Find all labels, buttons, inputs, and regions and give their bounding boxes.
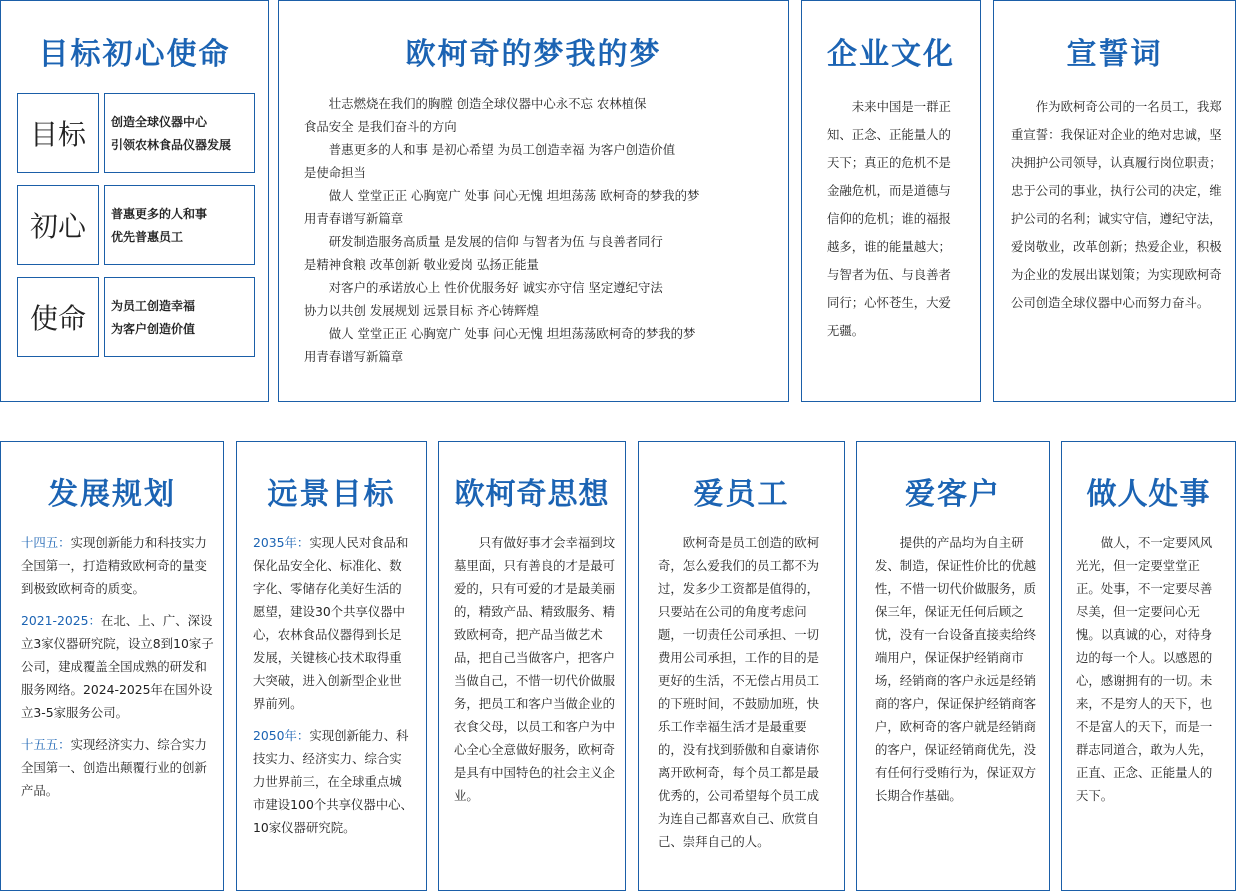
vision-title: 远景目标 — [267, 477, 396, 512]
plan-item-text: 实现经济实力、综合实力全国第一、创造出颠覆行业的创新产品。 — [21, 737, 207, 798]
vision-item-label: 2035年： — [253, 535, 310, 550]
customer-text: 提供的产品均为自主研发、制造，保证性价比的优越性，不惜一切代价做服务，质保三年，保证无任何后顾之忧，没有一台设备直接卖给终端用户，保证保护经销商市场，经销商的客户永远是经销商的客户，保证保护经销商客户，欧柯奇的客户就是经销商的客户，保证经销商优先，没有任何行受贿行为，保证双方长期合作基础。 — [875, 535, 1037, 803]
goal-key-box — [17, 93, 99, 173]
dream-lyrics — [304, 92, 774, 368]
dream-line: 是使命担当 — [304, 165, 366, 180]
dream-line: 协力以共创 发展规划 远景目标 齐心铸辉煌 — [304, 303, 539, 318]
culture-panel — [801, 0, 981, 402]
dream-panel — [278, 0, 789, 402]
aspiration-key: 初心 — [29, 210, 86, 243]
goal-line-2: 引领农林食品仪器发展 — [111, 138, 232, 152]
staff-title: 爱员工 — [693, 477, 790, 512]
aspiration-line-2: 优先普惠员工 — [111, 230, 184, 244]
vision-item — [253, 531, 413, 715]
vision-item — [253, 724, 413, 839]
thought-text: 只有做好事才会幸福到坟墓里面，只有善良的才是最可爱的，只有可爱的才是最美丽的，精致产品、精致服务、精致欧柯奇，把产品当做艺术品，把自己当做客户，把客户当做自己，不惜一切代价做服务，把员工和客户当做企业的衣食父母，以员工和客户为中心全心全意做好服务，欧柯奇是具有中国特色的社会主义企业。 — [454, 535, 616, 803]
oath-panel — [993, 0, 1236, 402]
goal-line-1: 创造全球仪器中心 — [111, 115, 208, 129]
plan-item-text: 实现创新能力和科技实力全国第一，打造精致欧柯奇的量变到极致欧柯奇的质变。 — [21, 535, 207, 596]
dream-line: 做人 堂堂正正 心胸宽广 处事 问心无愧 坦坦荡荡 欧柯奇的梦我的梦 — [328, 188, 700, 203]
dream-line: 用青春谱写新篇章 — [304, 349, 404, 364]
mission-panel — [0, 0, 269, 402]
plan-list — [21, 531, 215, 811]
thought-panel — [438, 441, 626, 891]
plan-item — [21, 531, 215, 600]
mission-title: 目标初心使命 — [38, 37, 231, 72]
mission-key: 使命 — [29, 302, 86, 335]
staff-panel — [638, 441, 845, 891]
vision-item-text: 实现创新能力、科技实力、经济实力、综合实力世界前三，在全球重点城市建设100个共享仪器中心、10家仪器研究院。 — [253, 728, 413, 835]
plan-title: 发展规划 — [48, 477, 176, 512]
thought-title: 欧柯奇思想 — [454, 477, 610, 512]
plan-item-label: 十四五： — [21, 535, 71, 550]
vision-item-text: 实现人民对食品和保化品安全化、标准化、数字化、零储存化美好生活的愿望，建设30个共享仪器中心，农林食品仪器得到长足发展，关键核心技术取得重大突破，进入创新型企业世界前列。 — [253, 535, 409, 711]
mission-line-1: 为员工创造幸福 — [111, 299, 196, 313]
mission-key-box — [17, 277, 99, 357]
culture-text: 未来中国是一群正知、正念、正能量人的天下；真正的危机不是金融危机，而是道德与信仰的危机；谁的福报越多，谁的能量越大；与智者为伍、与良善者同行；心怀苍生，大爱无疆。 — [827, 99, 951, 338]
goal-key: 目标 — [29, 118, 86, 151]
conduct-text: 做人，不一定要风风光光，但一定要堂堂正正。处事，不一定要尽善尽美，但一定要问心无愧。以真诚的心，对待身边的每一个人。以感恩的心，感谢拥有的一切。未来，不是穷人的天下，也不是富人的天下，而是一群志同道合，敢为人先，正直、正念、正能量人的天下。 — [1076, 535, 1213, 803]
dream-line: 普惠更多的人和事 是初心希望 为员工创造幸福 为客户创造价值 — [328, 142, 676, 157]
plan-item — [21, 609, 215, 724]
conduct-title: 做人处事 — [1086, 477, 1211, 512]
plan-item — [21, 733, 215, 802]
oath-title: 宣誓词 — [1066, 37, 1163, 72]
staff-text: 欧柯奇是员工创造的欧柯奇，怎么爱我们的员工都不为过，发多少工资都是值得的，只要站在公司的角度考虑问题，一切责任公司承担、一切费用公司承担，工作的目的是更好的生活，不无偿占用员工的下班时间，不鼓励加班，快乐工作幸福生活才是最重要的，没有找到骄傲和自豪请你离开欧柯奇，每个员工都是最优秀的，公司希望每个员工成为连自己都喜欢自己、欣赏自己、崇拜自己的人。 — [658, 535, 820, 849]
dream-line: 用青春谱写新篇章 — [304, 211, 404, 226]
dream-line: 研发制造服务高质量 是发展的信仰 与智者为伍 与良善者同行 — [328, 234, 663, 249]
vision-panel — [236, 441, 427, 891]
mission-line-2: 为客户创造价值 — [111, 322, 196, 336]
plan-item-label: 2021-2025： — [21, 613, 101, 628]
dream-line: 是精神食粮 改革创新 敬业爱岗 弘扬正能量 — [304, 257, 539, 272]
mission-value-box — [104, 277, 255, 357]
dream-line: 壮志燃烧在我们的胸膛 创造全球仪器中心永不忘 农林植保 — [328, 96, 647, 111]
vision-list — [253, 531, 413, 848]
vision-item-label: 2050年： — [253, 728, 310, 743]
aspiration-key-box — [17, 185, 99, 265]
dream-title: 欧柯奇的梦我的梦 — [405, 37, 662, 72]
customer-panel — [856, 441, 1050, 891]
conduct-panel — [1061, 441, 1236, 891]
dream-line: 做人 堂堂正正 心胸宽广 处事 问心无愧 坦坦荡荡欧柯奇的梦我的梦 — [328, 326, 696, 341]
dream-line: 食品安全 是我们奋斗的方向 — [304, 119, 457, 134]
plan-panel — [0, 441, 224, 891]
plan-item-text: 在北、上、广、深设立3家仪器研究院，设立8到10家子公司，建成覆盖全国成熟的研发和服务网络。2024-2025年在国外设立3-5家服务公司。 — [21, 613, 214, 720]
culture-title: 企业文化 — [827, 37, 955, 72]
oath-text: 作为欧柯奇公司的一名员工，我郑重宣誓：我保证对企业的绝对忠诚，坚决拥护公司领导，认真履行岗位职责；忠于公司的事业，执行公司的决定，维护公司的名利；诚实守信，遵纪守法，爱岗敬业，改革创新；热爱企业，积极为企业的发展出谋划策；为实现欧柯奇公司创造全球仪器中心而努力奋斗。 — [1011, 99, 1222, 310]
customer-title: 爱客户 — [905, 477, 1001, 512]
plan-item-label: 十五五： — [21, 737, 71, 752]
aspiration-line-1: 普惠更多的人和事 — [111, 207, 208, 221]
dream-line: 对客户的承诺放心上 性价优服务好 诚实亦守信 坚定遵纪守法 — [328, 280, 663, 295]
goal-value-box — [104, 93, 255, 173]
aspiration-value-box — [104, 185, 255, 265]
